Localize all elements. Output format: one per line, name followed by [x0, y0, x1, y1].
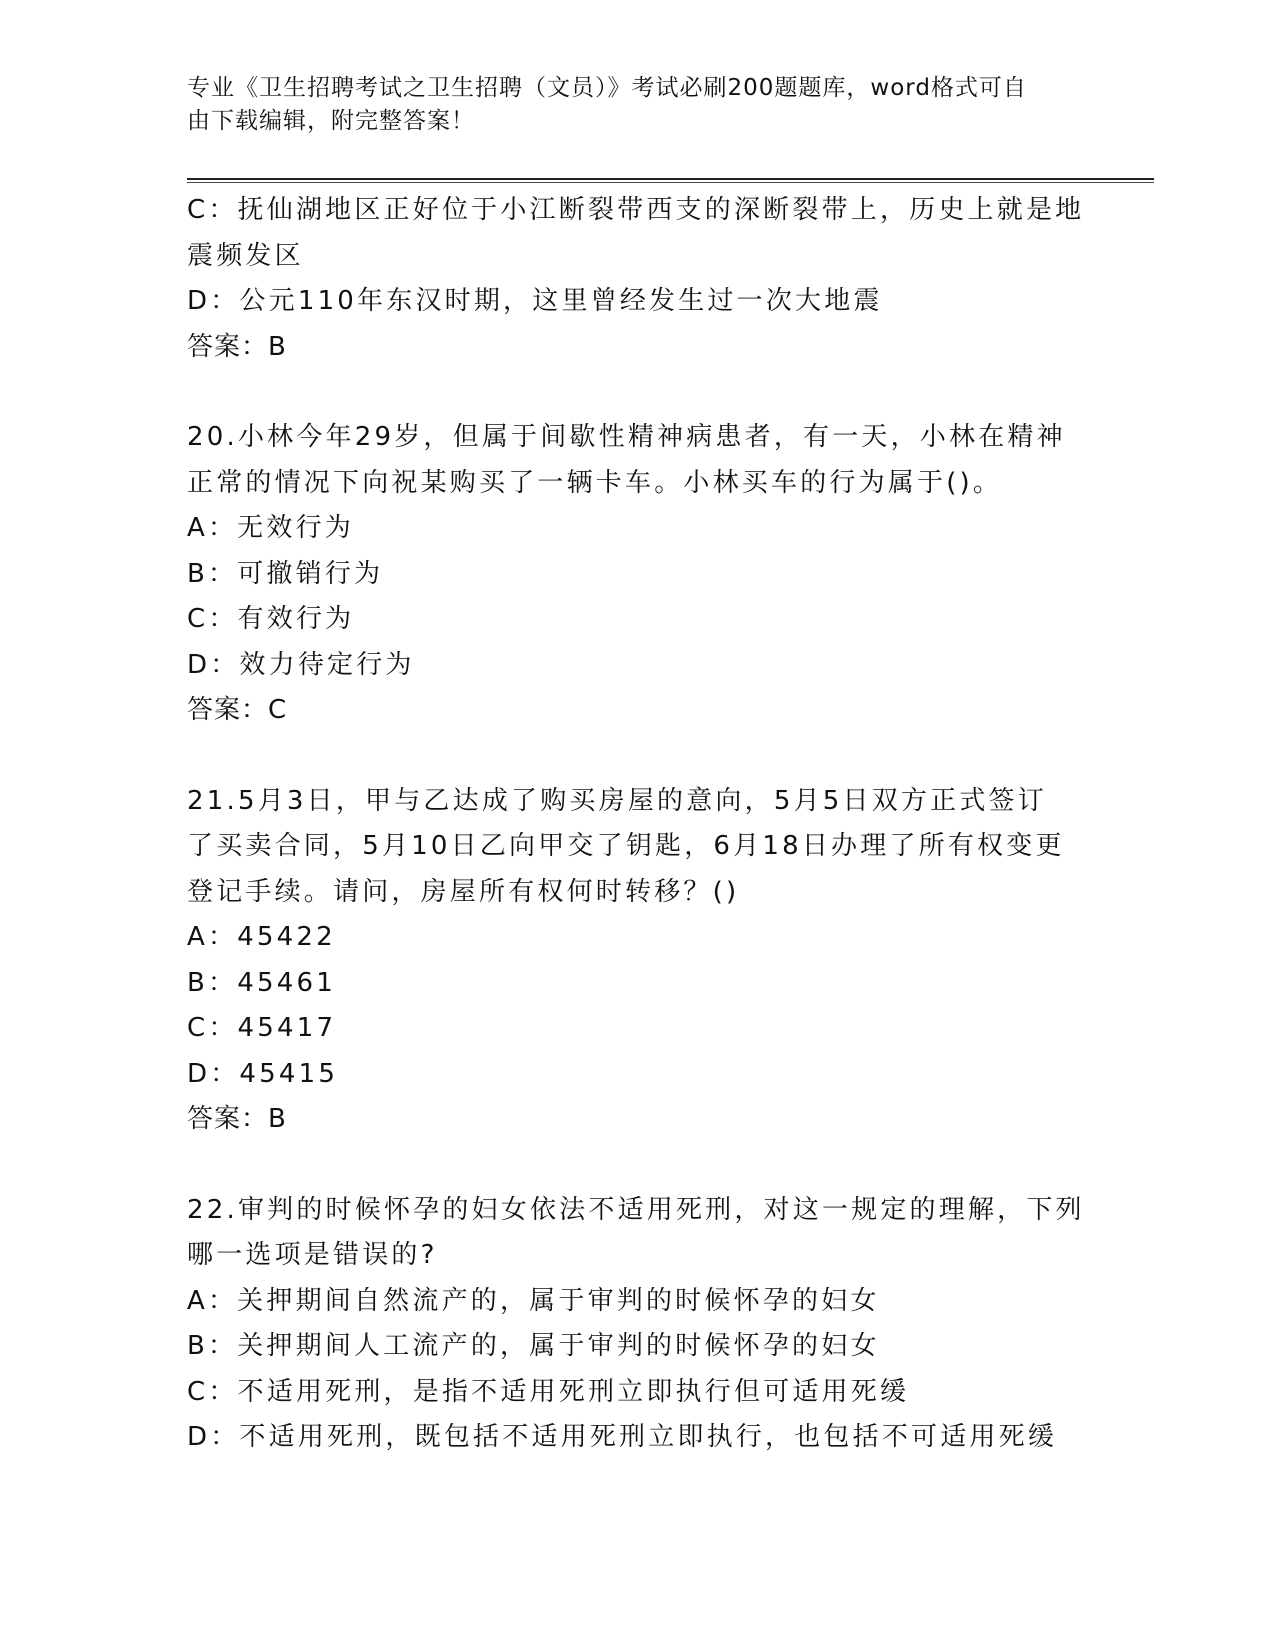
question-text-line: 登记手续。请问，房屋所有权何时转移？() [187, 876, 740, 907]
question-text-line: 22.审判的时候怀孕的妇女依法不适用死刑，对这一规定的理解，下列 [187, 1194, 1085, 1225]
question-20 [187, 415, 1087, 734]
question-text-line: 21.5月3日，甲与乙达成了购买房屋的意向，5月5日双方正式签订 [187, 785, 1047, 816]
answer-line: 答案：C [187, 695, 288, 725]
option-d: D：不适用死刑，既包括不适用死刑立即执行，也包括不可适用死缓 [187, 1422, 1058, 1452]
answer-line: 答案：B [187, 331, 287, 362]
option-b: B：关押期间人工流产的，属于审判的时候怀孕的妇女 [187, 1331, 880, 1361]
header-line-2: 由下载编辑，附完整答案！ [187, 108, 475, 134]
option-c: C：有效行为 [187, 604, 355, 634]
option-a: A：无效行为 [187, 513, 354, 543]
answer-line: 答案：B [187, 1104, 287, 1134]
option-c: C：45417 [187, 1013, 337, 1043]
question-text-line: 正常的情况下向祝某购买了一辆卡车。小林买车的行为属于()。 [187, 467, 1003, 498]
header-line-1: 专业《卫生招聘考试之卫生招聘（文员）》考试必刷200题题库，word格式可自 [187, 75, 1027, 101]
question-text-line: 了买卖合同，5月10日乙向甲交了钥匙，6月18日办理了所有权变更 [187, 831, 1065, 861]
header-divider-thin [187, 182, 1154, 183]
option-a: A：关押期间自然流产的，属于审判的时候怀孕的妇女 [187, 1285, 880, 1316]
header-divider-thick [187, 178, 1154, 180]
option-b: B：45461 [187, 967, 336, 998]
question-text-line: 哪一选项是错误的? [187, 1240, 438, 1270]
question-content [187, 188, 1087, 1461]
option-c: C：抚仙湖地区正好位于小江断裂带西支的深断裂带上，历史上就是地 [187, 195, 1085, 225]
question-22 [187, 1188, 1087, 1461]
question-21 [187, 779, 1087, 1143]
option-d: D：45415 [187, 1058, 339, 1089]
option-c: C：不适用死刑，是指不适用死刑立即执行但可适用死缓 [187, 1376, 910, 1407]
option-d: D：效力待定行为 [187, 649, 415, 680]
option-b: B：可撤销行为 [187, 558, 384, 589]
question-text-line: 20.小林今年29岁，但属于间歇性精神病患者，有一天，小林在精神 [187, 422, 1066, 452]
option-c-continued: 震频发区 [187, 240, 304, 271]
option-a: A：45422 [187, 922, 336, 952]
option-d: D：公元110年东汉时期，这里曾经发生过一次大地震 [187, 286, 883, 316]
question-19-continuation [187, 188, 1087, 370]
document-header [187, 72, 1087, 138]
